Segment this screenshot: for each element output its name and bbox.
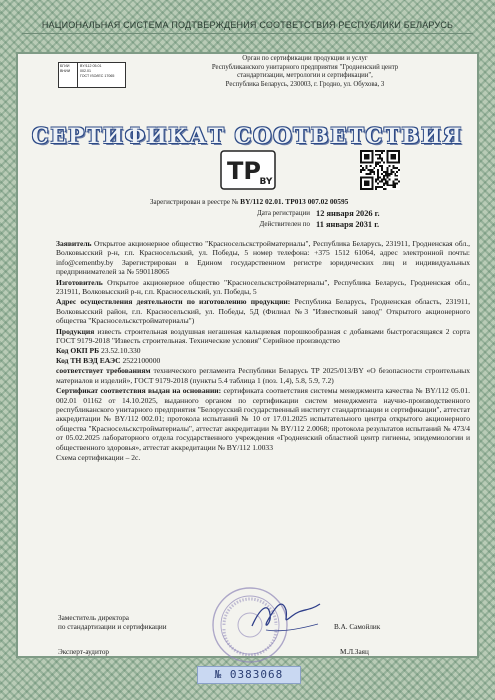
mark-tr-text: TP <box>227 157 261 185</box>
tnved-code: Код ТН ВЭД ЕАЭС 2522100000 <box>56 355 161 365</box>
registration-block <box>150 196 470 230</box>
scheme-line: Схема сертификации – 2с. <box>56 452 141 462</box>
certification-body: Орган по сертификации продукции и услуг Республиканского унитарного предприятия "Гродненский центр стандартизации, метрологии и сертификации", Республика Беларусь, 230003, г. Гродно, ул. Обухова, 3 <box>211 55 399 88</box>
auditor-label: Эксперт-аудитор <box>58 648 110 656</box>
compliance-section: соответствует требованиям технического регламента Республики Беларусь ТР 2025/013/BY «О безопасности строительных материалов и изделий», ГОСТ 9179-2018 (пункты 5.4 таблица 1 (поз. 1,4), 5.8, 5.9, 7.2) <box>56 366 471 385</box>
okp-code: Код ОКП РБ 23.52.10.330 <box>56 346 141 356</box>
qr-code-icon <box>360 150 400 190</box>
valid-until-row: Действителен по 11 января 2031 г. <box>259 220 380 229</box>
registration-date-row: Дата регистрации 12 января 2026 г. <box>256 209 380 218</box>
stamp-left-column: БГИИ ВНИИ <box>59 63 78 87</box>
maker-section: Изготовитель Открытое акционерное общество "Красносельскстройматериалы", Республика Беларусь, Гродненская обл., 231911, Волковысский р-н, г.п. Красносельский, ул. Победы, 5 <box>56 277 470 297</box>
system-title: НАЦИОНАЛЬНАЯ СИСТЕМА ПОДТВЕРЖДЕНИЯ СООТВЕТСТВИЯ РЕСПУБЛИКИ БЕЛАРУСЬ <box>0 20 495 30</box>
signature-icon <box>248 590 328 640</box>
certificate-title: СЕРТИФИКАТ СООТВЕТСТВИЯ <box>31 123 464 148</box>
tr-by-mark-icon <box>220 150 276 190</box>
director-name: В.А. Самойлик <box>334 623 381 631</box>
registry-line: Зарегистрирован в реестре № BY/112 02.01. ТР013 007.02 00595 <box>150 197 349 206</box>
basis-section: Сертификат соответствия выдан на основании: сертификата соответствия системы менеджмента качества № BY/112 05.01. 002.01 01162 от 14.10.2025, выданного органом по сертификации систем менеджмента научно-производственного республиканского унитарного предприятия "Белорусский государственный институт стандартизации и сертификации", аттестат аккредитации № BY/112 002.01; протокола испытаний № 10 от 17.01.2025 испытательного центра открытого акционерного общества "Красносельскстройматериалы", аттестат аккредитации № BY/112 2.0068; протокола результатов испытаний № 473/4 от 05.02.2025 лабораторного отдела государственного учреждения «Гродненский областной центр гигиены, эпидемиологии и общественного здоровья», аттестат аккредитации № BY/112 1.0033 <box>56 386 470 452</box>
serial-number: № 0383068 <box>197 666 301 684</box>
accreditation-stamp <box>58 62 126 88</box>
address-section: Адрес осуществления деятельности по изготовлению продукции: Республика Беларусь, Гродненская область, 231911, Волковысский район, г.п. Красносельский, ул. Победы, 5Д (Филиал №3 "Известковый завод" Открытого акционерного общества "Красносельскстройматериалы") <box>56 297 470 326</box>
product-section: Продукция известь строительная воздушная негашеная кальциевая порошкообразная с добавками быстрогасящаяся 2 сорта ГОСТ 9179-2018 "Известь строительная. Технические условия" Серийное производство <box>56 326 470 346</box>
applicant-section: Заявитель Открытое акционерное общество "Красносельскстройматериалы", Республика Беларусь, 231911, Гродненская обл., Волковысский р-н, г.п. Красносельский, ул. Победы, 5 номер телефона: +375 1512 61064, адрес электронной почты: info@cementby.by Зарегистрирован в Едином государственном регистре юридических лиц и индивидуальных предпринимателей за № 590118065 <box>56 239 470 277</box>
director-title: Заместитель директора по стандартизации и сертификации <box>58 614 167 631</box>
stamp-right-column: BY/112 05.01 002.01 ГОСТ ISO/IEC 17065 <box>80 64 115 78</box>
mark-by-text: BY <box>259 177 273 187</box>
auditor-name: М.Л.Заяц <box>340 648 369 656</box>
title-rule <box>22 33 473 34</box>
certificate-body <box>56 239 470 462</box>
